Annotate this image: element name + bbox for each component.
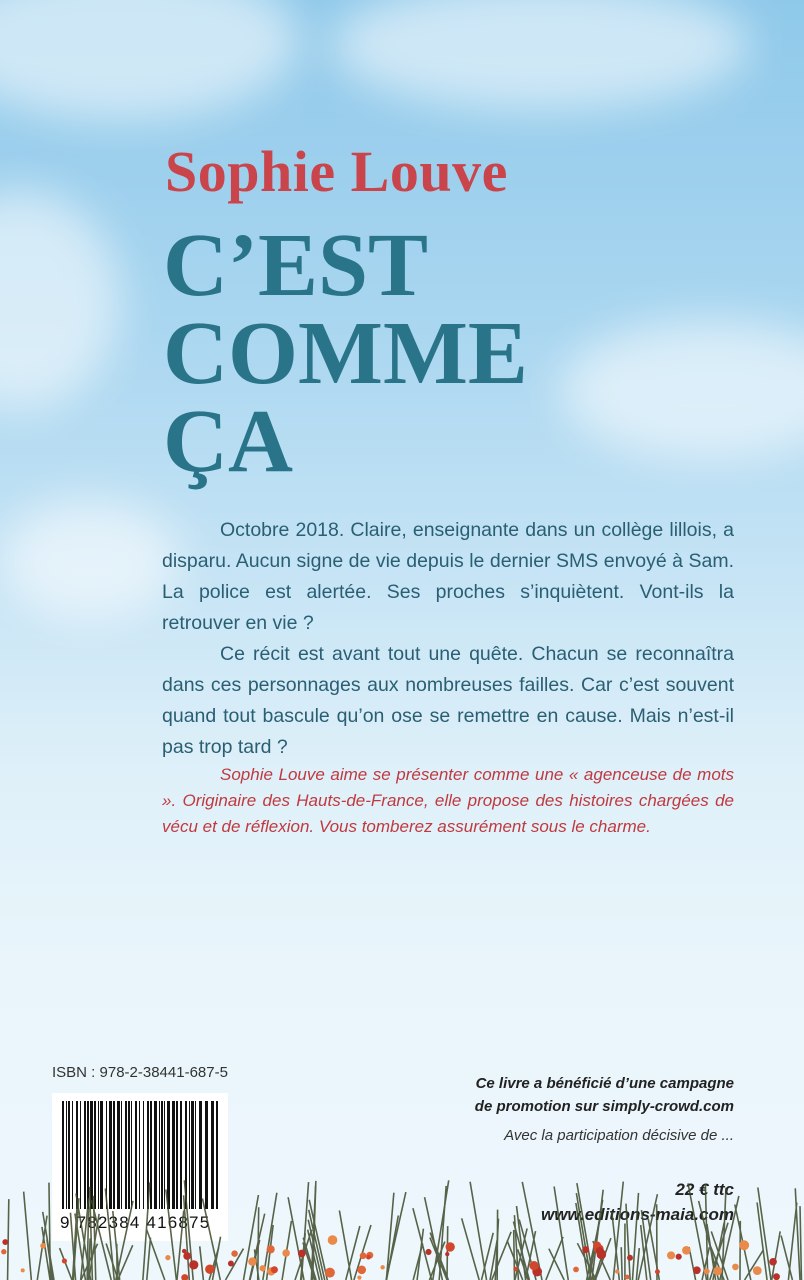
flower	[529, 1261, 538, 1270]
title-line: C’EST	[163, 216, 429, 315]
grass-blade	[800, 1206, 801, 1280]
grass-blade	[346, 1226, 360, 1280]
grass-blade	[177, 1211, 184, 1280]
flower	[582, 1246, 589, 1253]
grass-blade	[339, 1210, 351, 1280]
grass-blade	[24, 1192, 32, 1280]
grass-blade	[386, 1193, 393, 1280]
flower	[366, 1255, 371, 1260]
grass-blade	[386, 1192, 406, 1280]
cloud-decoration	[560, 320, 804, 460]
flower	[573, 1267, 579, 1273]
grass-blade	[621, 1247, 622, 1280]
grass-blade	[592, 1190, 603, 1280]
title-line: COMME	[163, 304, 528, 403]
flower	[357, 1265, 366, 1274]
blurb-paragraph: Octobre 2018. Claire, enseignante dans un collège lillois, a disparu. Aucun signe de vie depuis le dernier SMS envoyé à Sam. La police est alertée. Ses proches s’inquiètent. Vont-ils la retrouver en vie ?	[162, 519, 734, 634]
flower	[513, 1267, 518, 1272]
grass-blade	[462, 1218, 480, 1280]
flower	[282, 1249, 290, 1257]
flower	[165, 1255, 170, 1260]
flower	[21, 1268, 25, 1272]
grass-blade	[429, 1242, 444, 1280]
flower	[360, 1252, 367, 1259]
grass-blade	[470, 1182, 486, 1280]
flower	[627, 1255, 633, 1261]
title-line: ÇA	[163, 392, 293, 491]
flower	[732, 1264, 739, 1271]
price-label: 22 € ttc	[675, 1180, 734, 1199]
flower	[357, 1276, 361, 1280]
book-blurb	[162, 515, 734, 763]
grass-blade	[795, 1188, 800, 1280]
flower	[704, 1268, 710, 1274]
flower	[676, 1254, 682, 1260]
cloud-decoration	[0, 0, 300, 120]
cloud-decoration	[330, 0, 750, 110]
grass-decoration	[0, 1170, 804, 1280]
flower	[682, 1246, 691, 1255]
grass-blade	[147, 1238, 151, 1280]
promo-text	[394, 1072, 734, 1118]
flower	[182, 1249, 186, 1253]
flower	[40, 1243, 46, 1249]
flower	[753, 1266, 762, 1275]
flower	[228, 1260, 234, 1266]
barcode-digits: 9 782384 416875	[60, 1213, 211, 1232]
flower	[271, 1266, 278, 1273]
grass-blade	[60, 1248, 72, 1280]
grass-blade	[626, 1204, 630, 1280]
flower	[773, 1273, 780, 1280]
flower	[248, 1257, 256, 1265]
flower	[713, 1267, 722, 1276]
flower	[445, 1242, 454, 1251]
flower	[739, 1240, 749, 1250]
flower	[769, 1258, 777, 1266]
flower	[625, 1275, 630, 1280]
promo-line: de promotion sur simply-crowd.com	[474, 1098, 734, 1115]
flower	[231, 1250, 238, 1257]
participation-text: Avec la participation décisive de ...	[504, 1127, 734, 1144]
grass-blade	[638, 1194, 657, 1280]
flower	[380, 1265, 384, 1269]
flower	[328, 1235, 338, 1245]
grass-blade	[8, 1199, 9, 1280]
flower	[597, 1250, 607, 1260]
grass-blade	[166, 1189, 177, 1280]
flower	[205, 1265, 214, 1274]
grass-blade	[514, 1230, 515, 1280]
promo-line: Ce livre a bénéficié d’une campagne	[475, 1075, 734, 1092]
flower	[693, 1266, 701, 1274]
isbn-label: ISBN : 978-2-38441-687-5	[52, 1064, 228, 1081]
flower	[298, 1250, 306, 1258]
publisher-website: www.editions-maia.com	[540, 1205, 734, 1224]
flower	[615, 1269, 619, 1273]
blurb-paragraph: Ce récit est avant tout une quête. Chacun se reconnaîtra dans ces personnages aux nombreuses failles. Car c’est souvent quand tout bascule qu’on ose se remettre en cause. Mais n’est-il pas trop tard ?	[162, 643, 734, 758]
book-title	[163, 216, 528, 491]
flower	[181, 1274, 188, 1280]
grass-blade	[688, 1183, 707, 1280]
flower	[2, 1239, 8, 1245]
author-name: Sophie Louve	[165, 139, 508, 204]
flower	[260, 1265, 266, 1271]
cloud-decoration	[0, 500, 180, 620]
author-bio: Sophie Louve aime se présenter comme une « agenceuse de mots ». Originaire des Hauts-de-France, elle propose des histoires chargées de vécu et de réflexion. Vous tomberez assurément sous le charme.	[162, 765, 734, 836]
cloud-decoration	[0, 190, 120, 410]
flower	[667, 1251, 675, 1259]
grass-blade	[243, 1195, 258, 1280]
flower	[62, 1258, 67, 1263]
grass-blade	[772, 1231, 781, 1280]
flower	[655, 1269, 660, 1274]
flower	[425, 1249, 431, 1255]
flower	[189, 1260, 198, 1269]
grass-blade	[758, 1188, 771, 1280]
flower	[325, 1268, 335, 1278]
flower	[1, 1249, 6, 1254]
flower	[267, 1245, 275, 1253]
grass-blade	[554, 1187, 568, 1280]
grass-blade	[200, 1246, 204, 1280]
flower	[445, 1252, 449, 1256]
